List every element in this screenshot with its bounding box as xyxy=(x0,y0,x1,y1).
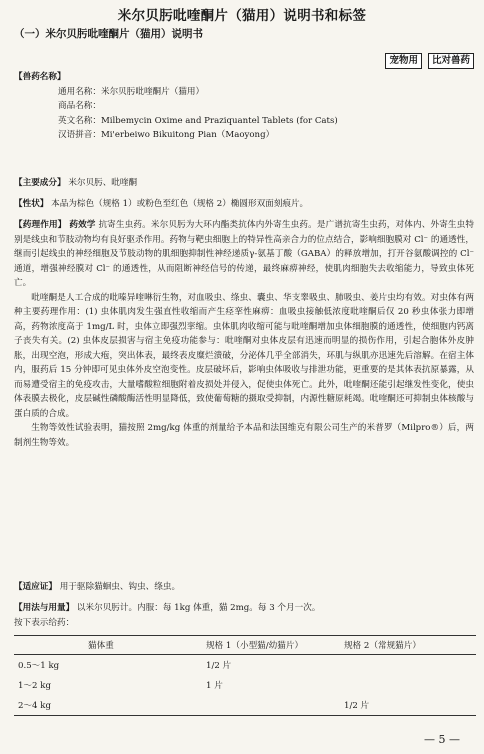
properties-section xyxy=(14,197,474,212)
cell-weight: 0.5～1 kg xyxy=(18,661,60,671)
section-subtitle: （一）米尔贝肟吡喹酮片（猫用）说明书 xyxy=(14,28,203,40)
pharmacology-paragraph-2: 吡喹酮是人工合成的吡嗪异喹啉衍生物，对血吸虫、绦虫、囊虫、华支睾吸虫、肺吸虫、姜片虫均有效。对虫体有两种主要药理作用：(1) 虫体肌肉发生强直性收缩而产生痉挛性麻痹：血吸虫接触低浓度吡喹酮后仅 20 秒虫体张力即增高，药物浓度高于 1mg/L 时，虫体立即强烈挛缩。虫体肌肉收缩可能与吡喹酮增加虫体细胞膜的通透性，使细胞内钙离子丧失有关。(2) 虫体皮层损害与宿主免疫功能参与：吡喹酮对虫体皮层有迅速而明显的损伤作用，引起合胞体外皮肿胀，出现空泡，形成大疱，突出体表，最终表皮糜烂溃破，分泌体几乎全部消失，环肌与纵肌亦迅速先后溶解。在宿主体内，服药后 15 分钟即可见虫体外皮空泡变性。皮层破坏后，影响虫体吸收与排泄功能，更重要的是其体表抗原暴露，从而易遭受宿主的免疫攻击，大量嗜酸粒细胞附着皮损处并侵入，促使虫体死亡。此外，吡喹酮还能引起继发性变化，使虫体表膜去极化，皮层碱性磷酸酶活性明显降低，致使葡萄糖的摄取受抑制，内源性糖原耗竭。吡喹酮还可抑制虫体核酸与蛋白质的合成。 xyxy=(14,292,474,419)
header-spec-1: 规格 1（小型猫/幼猫片） xyxy=(202,636,340,655)
indications-section xyxy=(14,580,474,595)
usage-section xyxy=(14,601,474,630)
cell-spec-2 xyxy=(340,655,476,676)
table-row xyxy=(14,695,476,716)
trade-name: 商品名称： xyxy=(58,101,101,111)
page-number: — 5 — xyxy=(424,733,460,746)
usage-text: 以米尔贝肟计。内服：每 1kg 体重，猫 2mg。每 3 个月一次。 xyxy=(76,603,321,613)
ingredients-text: 米尔贝肟、吡喹酮 xyxy=(68,178,138,188)
table-row xyxy=(14,675,476,695)
table-row xyxy=(14,655,476,676)
pharmacology-paragraph-1: 抗寄生虫药。米尔贝肟为大环内酯类抗体内外寄生虫药。是广谱抗寄生虫药，对体内、外寄生虫特别是线虫和节肢动物均有良好驱杀作用。药物与靶虫细胞上的特异性高亲合力的位点结合，影响细胞膜对 Cl⁻ 的通透性，继而引起线虫的神经细胞及节肢动物的肌细胞抑制性神经递质γ-氨基丁酸（GABA）的释放增加，打开谷氨酸调控的 Cl⁻ 通道，增强神经膜对 Cl⁻ 的通透性，从而阻断神经信号的传递，最终麻痹神经，使肌肉细胞失去收缩能力，导致虫体死亡。 xyxy=(14,220,475,288)
cell-weight: 2～4 kg xyxy=(14,695,202,716)
pharmacology-paragraph-3: 生物等效性试验表明，猫按照 2mg/kg 体重的剂量给予本品和法国维克有限公司生产的米普罗（Milpro®）后，两制剂生物等效。 xyxy=(14,423,474,448)
cell-spec-2 xyxy=(340,675,476,695)
indications-heading: 【适应证】 xyxy=(14,582,57,592)
pharmacology-section xyxy=(14,218,474,450)
vet-drug-name-heading: 【兽药名称】 xyxy=(14,72,66,82)
cell-spec-1 xyxy=(202,695,340,716)
vet-drug-name-section xyxy=(14,70,474,143)
common-name: 通用名称：米尔贝肟吡喹酮片（猫用） xyxy=(58,86,205,97)
properties-text: 本品为棕色（规格 1）或粉色至红色（规格 2）椭圆形双面刻痕片。 xyxy=(51,199,309,209)
cell-weight: 1～2 kg xyxy=(18,681,51,691)
pet-use-badge: 宠物用 xyxy=(385,53,422,69)
pharmacology-heading: 【药理作用】 xyxy=(14,220,67,230)
cell-spec-1: 1/2 片 xyxy=(206,661,232,671)
english-name: 英文名称：Milbemycin Oxime and Praziquantel Tablets (for Cats) xyxy=(58,115,338,126)
ingredients-section xyxy=(14,176,474,191)
table-header-row xyxy=(14,636,476,655)
document-title: 米尔贝肟吡喹酮片（猫用）说明书和标签 xyxy=(117,8,367,24)
table-note: 按下表示给药： xyxy=(14,617,75,628)
indications-text: 用于驱除猫蛔虫、钩虫、绦虫。 xyxy=(59,582,181,592)
reference-drug-badge: 比对兽药 xyxy=(428,53,474,69)
badge-group xyxy=(385,53,474,69)
ingredients-heading: 【主要成分】 xyxy=(14,178,66,188)
dosage-table xyxy=(14,635,476,716)
properties-heading: 【性状】 xyxy=(14,199,49,209)
usage-heading: 【用法与用量】 xyxy=(14,603,75,613)
cell-spec-2: 1/2 片 xyxy=(340,695,476,716)
header-cat-weight: 猫体重 xyxy=(14,636,202,655)
cell-spec-1: 1 片 xyxy=(206,681,223,691)
pharmacodynamics-label: 药效学 xyxy=(69,220,96,230)
header-spec-2: 规格 2（常规猫片） xyxy=(340,636,476,655)
pinyin-name: 汉语拼音：Mi'erbeiwo Bikuitong Pian（Maoyong） xyxy=(58,130,275,140)
